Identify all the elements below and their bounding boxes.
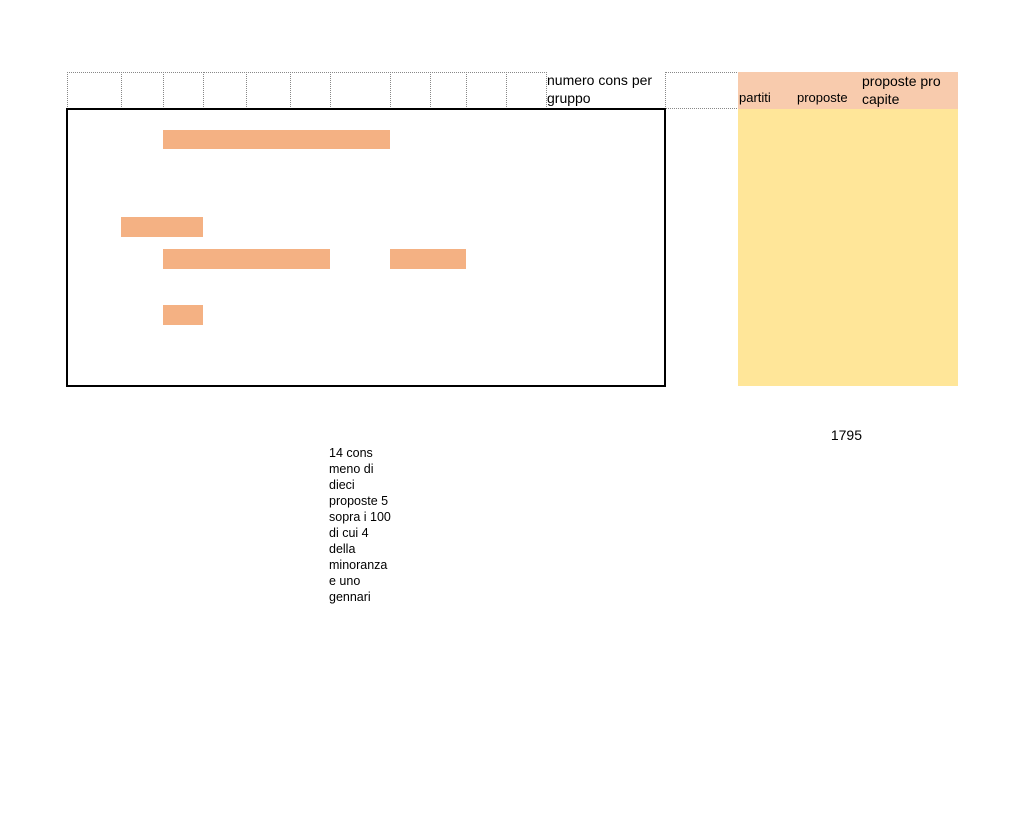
right-header-pro-capite: proposte pro capite (862, 73, 941, 107)
right-partito (738, 309, 800, 345)
total-value: 1795 (830, 427, 862, 443)
right-partito (738, 345, 800, 365)
header-cell (163, 72, 204, 109)
right-header-proposte: proposte (797, 90, 848, 105)
right-partito (738, 181, 800, 217)
header-cell (67, 72, 122, 109)
right-partito (738, 217, 800, 237)
header-cell (290, 72, 331, 109)
header-cell (203, 72, 247, 109)
header-cell (330, 72, 391, 109)
header-numero-cons: numero cons per gruppo (547, 72, 653, 106)
note-text: 14 cons meno di dieci proposte 5 sopra i 100 di cui 4 della minoranza e uno gennari (329, 446, 391, 604)
header-cell (665, 72, 739, 109)
header-cell (430, 72, 467, 109)
right-partito (738, 269, 800, 289)
right-partito (738, 141, 800, 161)
left-table-frame (66, 108, 666, 387)
right-partito (738, 289, 800, 309)
right-partito (738, 161, 800, 181)
right-partito (738, 237, 800, 269)
right-header-partiti: partiti (739, 90, 771, 105)
right-partito (738, 121, 800, 141)
header-cell (121, 72, 164, 109)
header-cell (506, 72, 547, 109)
header-cell (390, 72, 431, 109)
right-partito (738, 365, 800, 385)
header-cell (246, 72, 291, 109)
header-cell (466, 72, 507, 109)
